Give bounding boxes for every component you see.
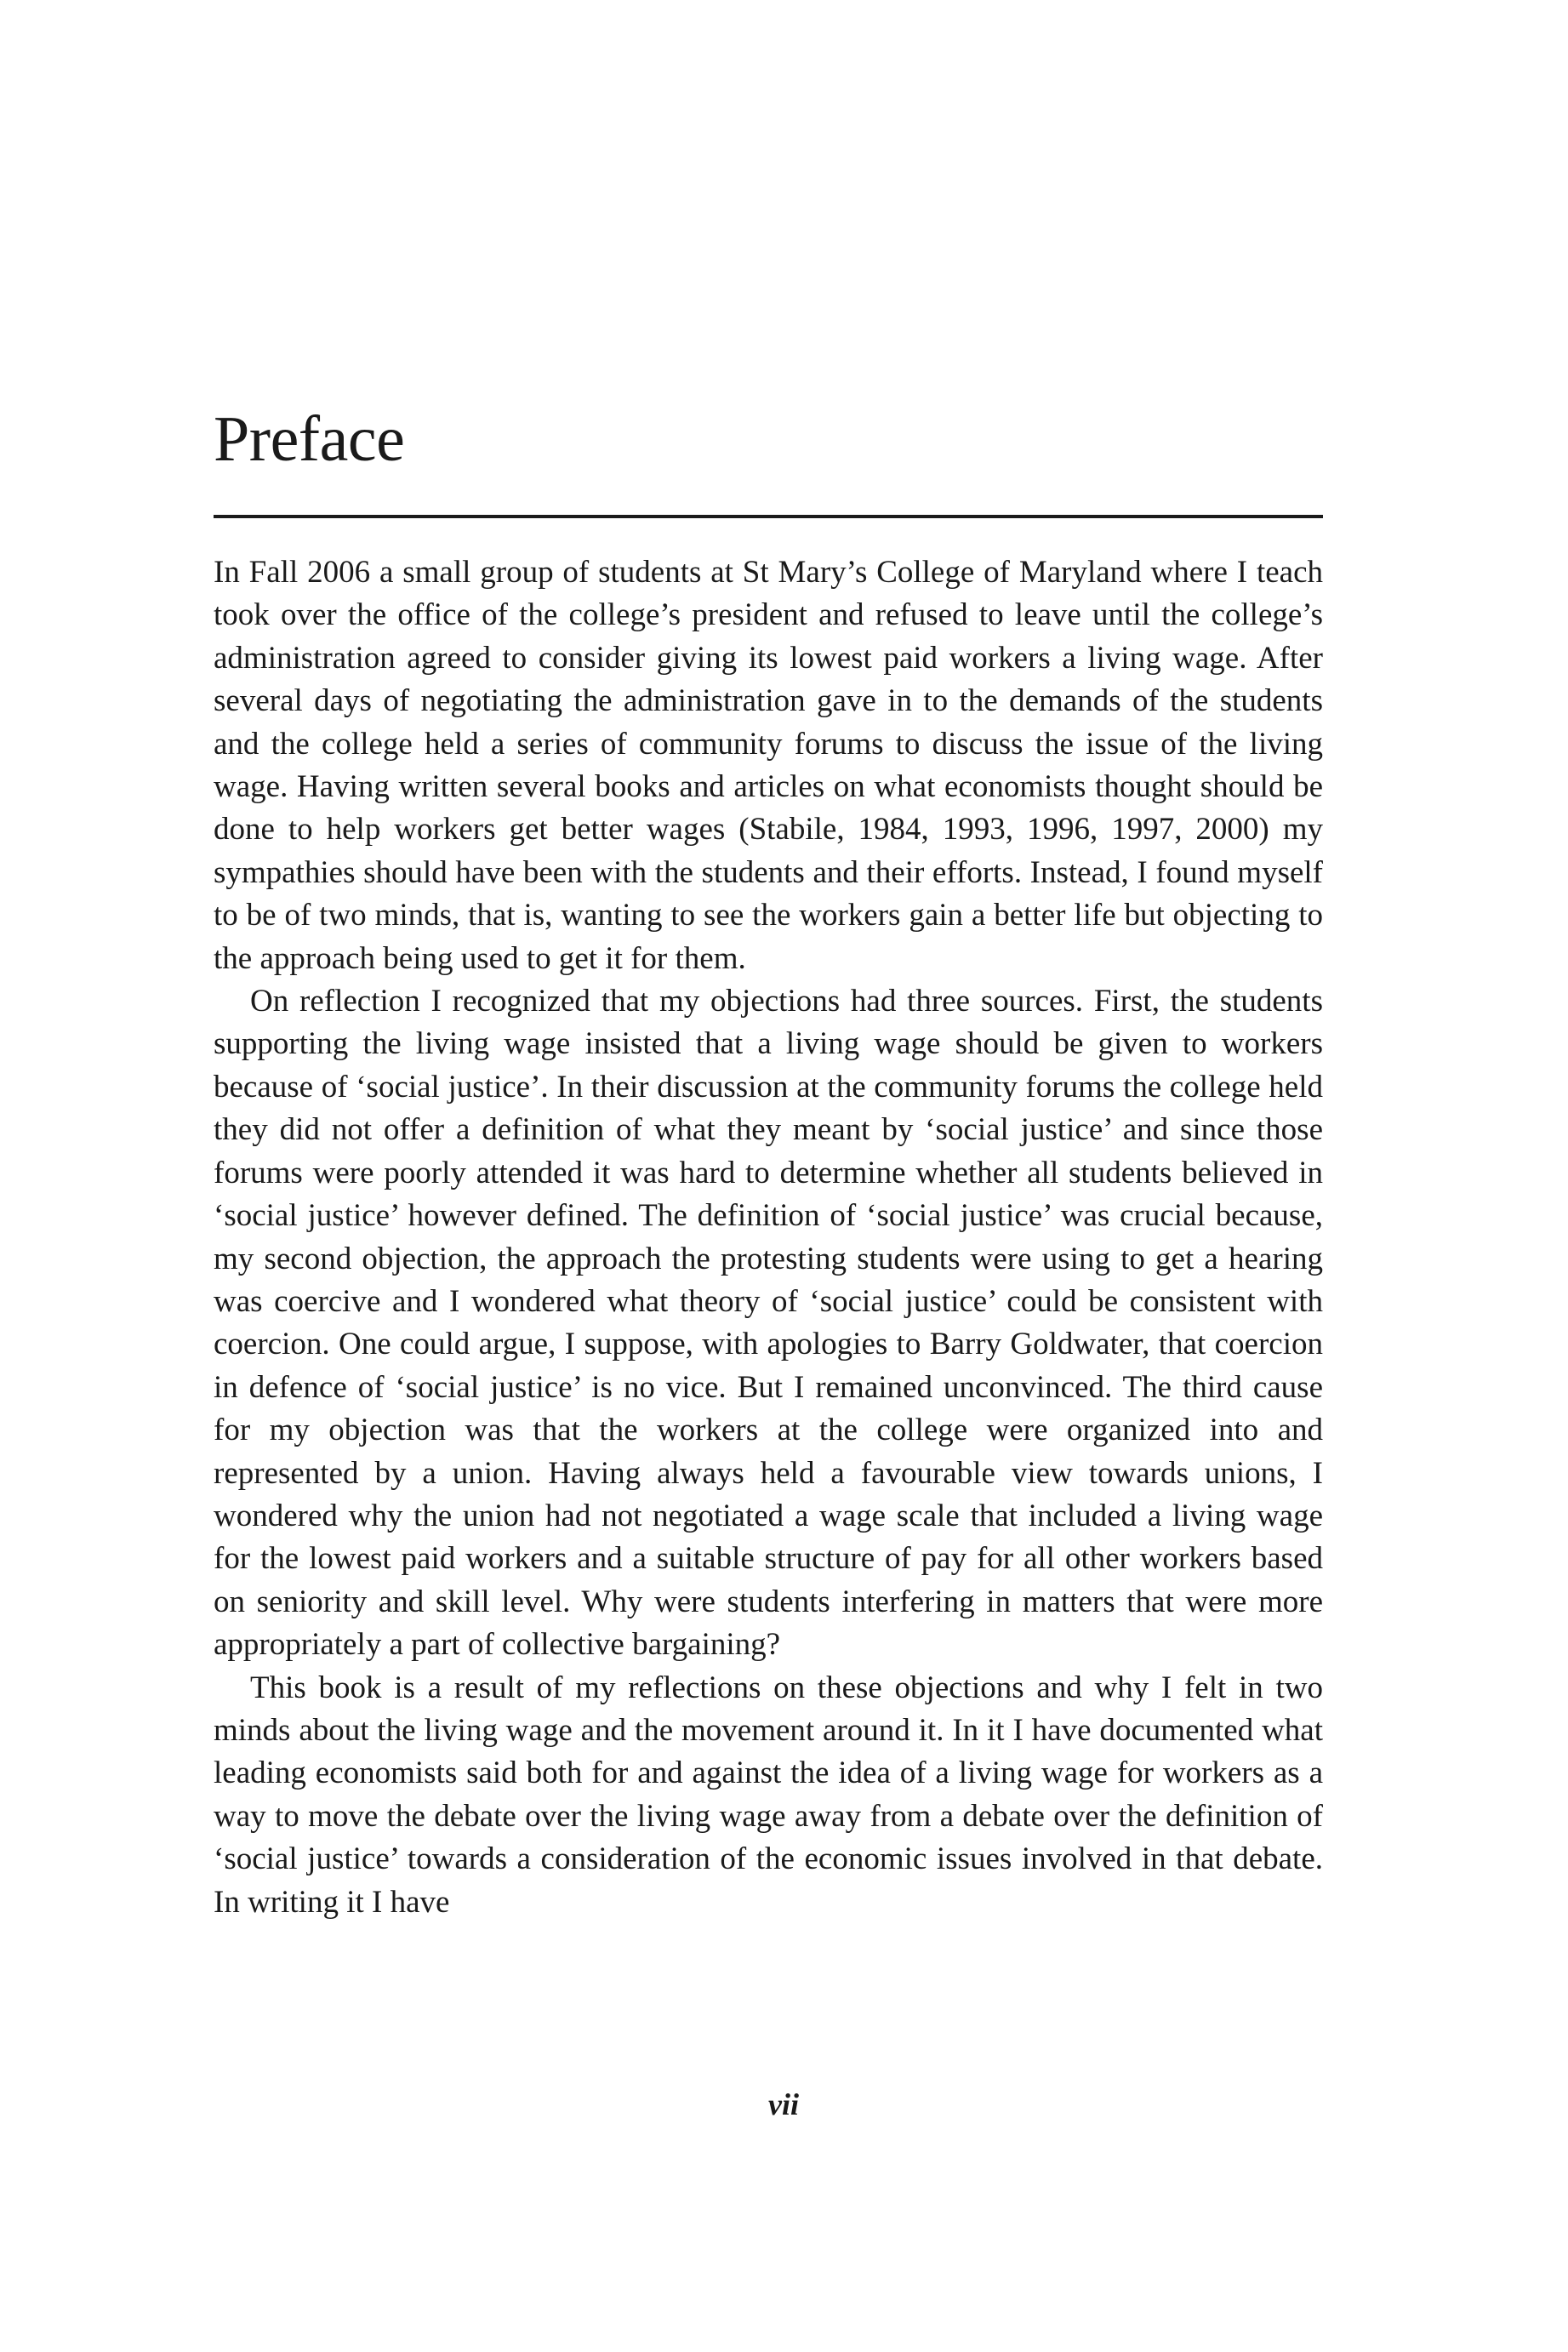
chapter-title: Preface (214, 403, 405, 475)
paragraph-3: This book is a result of my reflections on these objections and why I felt in two minds about the living wage and the movement around it. In it I have documented what leading economists said both for and against the idea of a living wage for workers as a way to move the debate over the living wage away from a debate over the definition of ‘social justice’ towards a consideration of the economic issues involved in that debate. In writing it I have (214, 1670, 1323, 1920)
preface-body (214, 551, 1323, 1924)
title-rule (214, 515, 1323, 518)
paragraph-2: On reflection I recognized that my objections had three sources. First, the students supporting the living wage insisted that a living wage should be given to workers because of ‘social justice’. In their discussion at the community forums the college held they did not offer a definition of what they meant by ‘social justice’ and since those forums were poorly attended it was hard to determine whether all students believed in ‘social justice’ however defined. The definition of ‘social justice’ was crucial because, my second objection, the approach the protesting students were using to get a hearing was coercive and I wondered what theory of ‘social justice’ could be consistent with coercion. One could argue, I suppose, with apologies to Barry Goldwater, that coercion in defence of ‘social justice’ is no vice. But I remained unconvinced. The third cause for my objection was that the workers at the college were organized into and represented by a union. Having always held a favourable view towards unions, I wondered why the union had not negotiated a wage scale that included a living wage for the lowest paid workers and a suitable structure of pay for all other workers based on seniority and skill level. Why were students interfering in matters that were more appropriately a part of collective bargaining? (214, 984, 1323, 1663)
paragraph-1: In Fall 2006 a small group of students at St Mary’s College of Maryland where I teach took over the office of the college’s president and refused to leave until the college’s administration agreed to consider giving its lowest paid workers a living wage. After several days of negotiating the administration gave in to the demands of the students and the college held a series of community forums to discuss the issue of the living wage. Having written several books and articles on what economists thought should be done to help workers get better wages (Stabile, 1984, 1993, 1996, 1997, 2000) my sympathies should have been with the students and their efforts. Instead, I found myself to be of two minds, that is, wanting to see the workers gain a better life but objecting to the approach being used to get it for them. (214, 555, 1323, 976)
page-number: vii (768, 2087, 799, 2121)
